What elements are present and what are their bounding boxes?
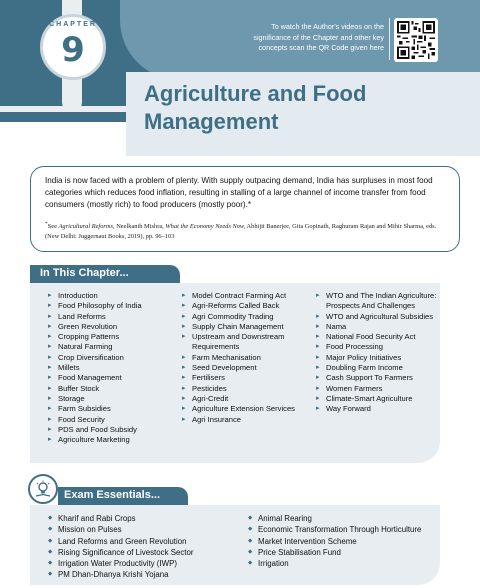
footnote-book-1: Agricultural Reforms, <box>58 222 115 230</box>
qr-divider <box>389 18 390 60</box>
list-item: ▸ Farm Mechanisation <box>182 353 310 363</box>
list-item: ▸ Agri Insurance <box>182 415 310 425</box>
chapter-badge <box>40 14 106 80</box>
title-panel <box>126 72 480 156</box>
footnote-details: Abhijit Banerjee, Gita Gopinath, Raghuram Rajan and Mihir Sharma, eds. (New Delhi: Juggernaut Books, 2019), pp. 96–103 <box>45 222 437 240</box>
list-item: ▸ Food Philosophy of India <box>48 301 176 311</box>
list-item: ▸ Agri-Credit <box>182 394 310 404</box>
list-item: ▸ Agriculture Extension Services <box>182 404 310 414</box>
list-item: ▸ Pesticides <box>182 384 310 394</box>
lightbulb-book-icon <box>28 474 58 504</box>
intro-box <box>30 166 460 252</box>
list-item: ◆ PM Dhan-Dhanya Krishi Yojana <box>48 569 244 580</box>
list-item: ◆ Mission on Pulses <box>48 524 244 535</box>
list-item: ▸ Food Management <box>48 373 176 383</box>
exam-essentials-col-2 <box>248 513 434 569</box>
list-item: ▸ Climate-Smart Agriculture <box>316 394 438 404</box>
list-item: ◆ Irrigation Water Productivity (IWP) <box>48 558 244 569</box>
exam-essentials-panel <box>30 505 440 585</box>
list-item: ▸ Supply Chain Management <box>182 322 310 332</box>
footnote <box>45 219 445 242</box>
list-item: ▸ Agriculture Marketing <box>48 435 176 445</box>
list-item: ▸ Green Revolution <box>48 322 176 332</box>
list-item: ▸ Farm Subsidies <box>48 404 176 414</box>
idea-icon <box>34 480 52 498</box>
qr-instructions: To watch the Author's videos on the significance of the Chapter and other key concepts scan the QR Code given here <box>253 22 384 52</box>
list-item: ▸ Major Policy Initiatives <box>316 353 438 363</box>
list-item: ◆ Market Intervention Scheme <box>248 536 434 547</box>
list-item: ▸ WTO and The Indian Agriculture: Prospects And Challenges <box>316 291 438 312</box>
intro-paragraph: India is now faced with a problem of plenty. With supply outpacing demand, India has surpluses in most food categories which reduces food inflation, resulting in stalling of a large channel of income transfer from food consumers (mostly rich) to food producers (mostly poor).* <box>45 176 433 210</box>
list-item: ▸ Nama <box>316 322 438 332</box>
list-item: ▸ Upstream and Downstream Requirements <box>182 332 310 353</box>
in-this-chapter-heading: In This Chapter... <box>30 265 180 283</box>
list-item: ▸ National Food Security Act <box>316 332 438 342</box>
list-item: ◆ Rising Significance of Livestock Sector <box>48 547 244 558</box>
list-item: ▸ Storage <box>48 394 176 404</box>
list-item: ◆ Economic Transformation Through Horticulture <box>248 524 434 535</box>
footnote-see: See <box>47 222 59 230</box>
qr-code[interactable] <box>394 18 438 62</box>
list-item: ◆ Animal Rearing <box>248 513 434 524</box>
chapter-topics-col-1 <box>48 291 176 445</box>
exam-essentials-col-1 <box>48 513 244 581</box>
list-item: ▸ Way Forward <box>316 404 438 414</box>
list-item: ▸ Food Processing <box>316 342 438 352</box>
list-item: ▸ PDS and Food Subsidy <box>48 425 176 435</box>
chapter-number: 9 <box>61 30 85 70</box>
exam-essentials-heading: Exam Essentials... <box>58 487 188 505</box>
footnote-author: Neelkanth Mishra, <box>114 222 166 230</box>
list-item: ▸ Buffer Stock <box>48 384 176 394</box>
chapter-title: Agriculture and Food Management <box>144 81 367 134</box>
list-item: ▸ Cropping Patterns <box>48 332 176 342</box>
list-item: ▸ Crop Diversification <box>48 353 176 363</box>
list-item: ▸ Agri-Reforms Called Back <box>182 301 310 311</box>
qr-code-icon <box>397 21 435 59</box>
list-item: ◆ Land Reforms and Green Revolution <box>48 536 244 547</box>
chapter-topics-col-3 <box>316 291 438 415</box>
list-item: ▸ Millets <box>48 363 176 373</box>
list-item: ◆ Price Stabilisation Fund <box>248 547 434 558</box>
in-this-chapter-panel <box>30 283 440 463</box>
list-item: ◆ Kharif and Rabi Crops <box>48 513 244 524</box>
list-item: ▸ Natural Farming <box>48 342 176 352</box>
list-item: ▸ Doubling Farm Income <box>316 363 438 373</box>
list-item: ▸ Cash Support To Farmers <box>316 373 438 383</box>
list-item: ▸ Model Contract Farming Act <box>182 291 310 301</box>
list-item: ▸ WTO and Agricultural Subsidies <box>316 312 438 322</box>
chapter-topics-col-2 <box>182 291 310 425</box>
chapter-label: CHAPTER <box>49 21 97 28</box>
footnote-book-2: What the Economy Needs Now, <box>165 222 246 230</box>
list-item: ▸ Seed Development <box>182 363 310 373</box>
list-item: ▸ Agri Commodity Trading <box>182 312 310 322</box>
footnote-mark: * <box>45 220 48 227</box>
list-item: ▸ Introduction <box>48 291 176 301</box>
list-item: ▸ Land Reforms <box>48 312 176 322</box>
list-item: ▸ Food Security <box>48 415 176 425</box>
list-item: ▸ Women Farmers <box>316 384 438 394</box>
list-item: ▸ Fertilisers <box>182 373 310 383</box>
list-item: ◆ Irrigation <box>248 558 434 569</box>
